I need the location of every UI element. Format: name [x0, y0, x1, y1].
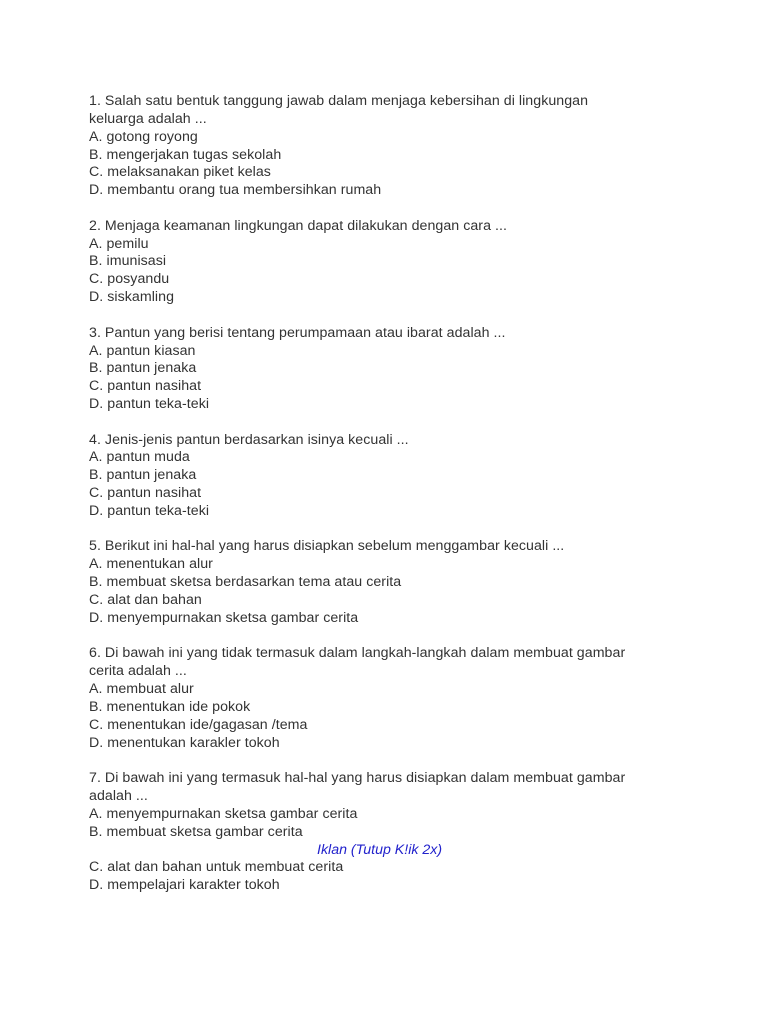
- answer-option: C. alat dan bahan: [89, 592, 202, 608]
- answer-option: A. membuat alur: [89, 681, 194, 698]
- answer-option: A. pantun muda: [89, 449, 190, 466]
- question-6: [89, 645, 729, 752]
- answer-option: D. menentukan karakler tokoh: [89, 734, 280, 751]
- question-1: [89, 93, 729, 200]
- answer-option: A. pantun kiasan: [89, 342, 196, 359]
- question-stem: 7. Di bawah ini yang termasuk hal-hal yang harus disiapkan dalam membuat gambar: [89, 770, 626, 787]
- question-stem: keluarga adalah ...: [89, 110, 207, 127]
- answer-option: A. pemilu: [89, 235, 149, 252]
- document-page: [89, 93, 729, 913]
- question-stem: 3. Pantun yang berisi tentang perumpamaan atau ibarat adalah ...: [89, 324, 506, 341]
- question-stem: adalah ...: [89, 787, 148, 804]
- answer-option: A. menyempurnakan sketsa gambar cerita: [89, 805, 358, 822]
- answer-option: A. menentukan alur: [89, 556, 213, 573]
- question-stem: 1. Salah satu bentuk tanggung jawab dalam menjaga kebersihan di lingkungan: [89, 93, 589, 109]
- ad-close-link[interactable]: Iklan (Tutup K!ik 2x): [317, 841, 443, 858]
- question-stem: 2. Menjaga keamanan lingkungan dapat dilakukan dengan cara ...: [89, 217, 507, 234]
- answer-option: D. membantu orang tua membersihkan rumah: [89, 182, 382, 199]
- question-5: [89, 538, 729, 627]
- answer-option: B. pantun jenaka: [89, 360, 197, 377]
- question-stem: cerita adalah ...: [89, 663, 187, 680]
- answer-option: C. menentukan ide/gagasan /tema: [89, 716, 308, 733]
- question-7: [89, 770, 729, 895]
- answer-option: C. pantun nasihat: [89, 378, 202, 395]
- answer-option: C. melaksanakan piket kelas: [89, 164, 271, 181]
- answer-option: B. mengerjakan tugas sekolah: [89, 146, 282, 163]
- answer-option: C. alat dan bahan untuk membuat cerita: [89, 859, 344, 876]
- answer-option: B. imunisasi: [89, 253, 167, 270]
- answer-option: C. posyandu: [89, 271, 170, 288]
- question-2: [89, 218, 729, 307]
- answer-option: A. gotong royong: [89, 128, 198, 145]
- answer-option: D. pantun teka-teki: [89, 396, 210, 413]
- answer-option: D. pantun teka-teki: [89, 502, 210, 519]
- answer-option: B. membuat sketsa berdasarkan tema atau cerita: [89, 574, 402, 591]
- answer-option: C. pantun nasihat: [89, 485, 202, 502]
- question-stem: 6. Di bawah ini yang tidak termasuk dalam langkah-langkah dalam membuat gambar: [89, 645, 626, 662]
- answer-option: B. membuat sketsa gambar cerita: [89, 823, 303, 840]
- question-stem: 4. Jenis-jenis pantun berdasarkan isinya kecuali ...: [89, 431, 409, 448]
- answer-option: D. mempelajari karakter tokoh: [89, 877, 280, 894]
- question-3: [89, 325, 729, 414]
- answer-option: B. menentukan ide pokok: [89, 698, 251, 715]
- answer-option: B. pantun jenaka: [89, 467, 197, 484]
- question-4: [89, 432, 729, 521]
- answer-option: D. menyempurnakan sketsa gambar cerita: [89, 609, 359, 626]
- question-stem: 5. Berikut ini hal-hal yang harus disiapkan sebelum menggambar kecuali ...: [89, 538, 565, 555]
- answer-option: D. siskamling: [89, 289, 175, 306]
